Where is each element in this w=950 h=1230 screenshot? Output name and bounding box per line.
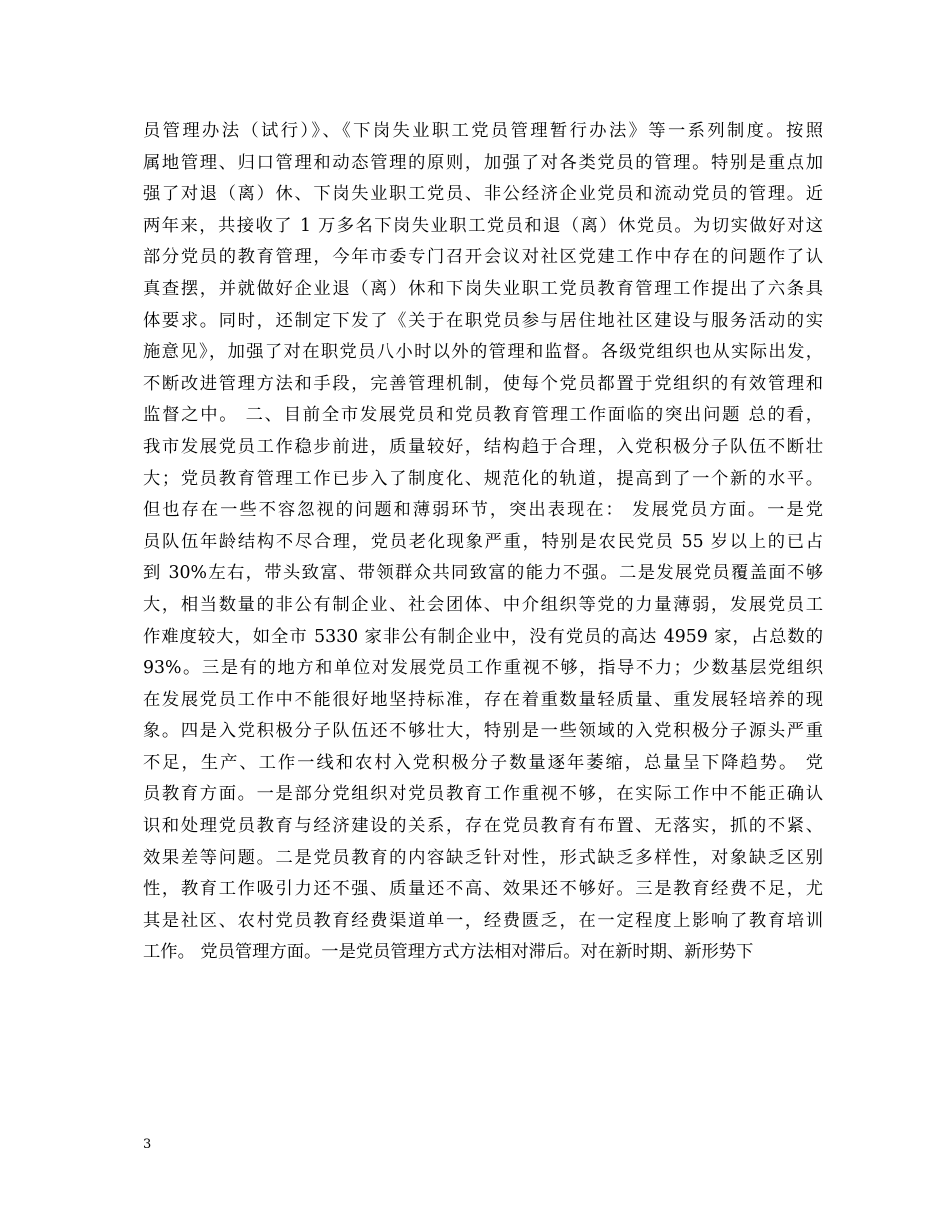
text-line: 但也存在一些不容忽视的问题和薄弱环节，突出表现在： 发展党员方面。一是党 [143, 500, 823, 521]
text-line: 员管理办法（试行）》、《下岗失业职工党员管理暂行办法》等一系列制度。按照 [143, 121, 823, 141]
text-line: 强了对退（离）休、下岗失业职工党员、非公经济企业党员和流动党员的管理。近 [143, 184, 823, 205]
text-line: 我市发展党员工作稳步前进，质量较好，结构趋于合理，入党积极分子队伍不断壮 [143, 436, 823, 457]
text-line: 部分党员的教育管理，今年市委专门召开会议对社区党建工作中存在的问题作了认 [143, 247, 823, 268]
body-text [143, 116, 823, 969]
text-line: 作难度较大，如全市 5330 家非公有制企业中，没有党员的高达 4959 家，占总数的 [143, 626, 823, 647]
text-line: 在发展党员工作中不能很好地坚持标准，存在着重数量轻质量、重发展轻培养的现 [143, 689, 823, 710]
text-line: 两年来，共接收了 1 万多名下岗失业职工党员和退（离）休党员。为切实做好对这 [143, 215, 823, 236]
text-line: 工作。 党员管理方面。一是党员管理方式方法相对滞后。对在新时期、新形势下 [143, 942, 754, 963]
text-line: 效果差等问题。二是党员教育的内容缺乏针对性，形式缺乏多样性，对象缺乏区别 [143, 847, 823, 868]
text-line: 体要求。同时，还制定下发了《关于在职党员参与居住地社区建设与服务活动的实 [143, 310, 823, 331]
text-line: 属地管理、归口管理和动态管理的原则，加强了对各类党员的管理。特别是重点加 [143, 152, 823, 173]
text-line: 大；党员教育管理工作已步入了制度化、规范化的轨道，提高到了一个新的水平。 [143, 468, 823, 489]
text-line: 大，相当数量的非公有制企业、社会团体、中介组织等党的力量薄弱，发展党员工 [143, 594, 823, 615]
text-line: 员队伍年龄结构不尽合理，党员老化现象严重，特别是农民党员 55 岁以上的已占 [143, 531, 823, 552]
text-line: 监督之中。 二、目前全市发展党员和党员教育管理工作面临的突出问题 总的看， [143, 405, 823, 426]
text-line: 其是社区、农村党员教育经费渠道单一，经费匮乏，在一定程度上影响了教育培训 [143, 910, 823, 931]
text-line: 员教育方面。一是部分党组织对党员教育工作重视不够，在实际工作中不能正确认 [143, 784, 823, 805]
text-line: 到 30%左右，带头致富、带领群众共同致富的能力不强。二是发展党员覆盖面不够 [143, 563, 823, 584]
text-line: 施意见》，加强了对在职党员八小时以外的管理和监督。各级党组织也从实际出发， [143, 342, 823, 363]
text-line: 识和处理党员教育与经济建设的关系，存在党员教育有布置、无落实，抓的不紧、 [143, 816, 823, 837]
text-line: 真查摆，并就做好企业退（离）休和下岗失业职工党员教育管理工作提出了六条具 [143, 278, 823, 299]
page-number: 3 [143, 1137, 152, 1152]
text-line: 不断改进管理方法和手段，完善管理机制，使每个党员都置于党组织的有效管理和 [143, 373, 823, 394]
text-line: 象。四是入党积极分子队伍还不够壮大，特别是一些领域的入党积极分子源头严重 [143, 721, 823, 742]
text-line: 93%。三是有的地方和单位对发展党员工作重视不够，指导不力；少数基层党组织 [143, 658, 823, 679]
text-line: 性，教育工作吸引力还不强、质量还不高、效果还不够好。三是教育经费不足，尤 [143, 879, 823, 900]
text-line: 不足，生产、工作一线和农村入党积极分子数量逐年萎缩，总量呈下降趋势。 党 [143, 752, 823, 773]
